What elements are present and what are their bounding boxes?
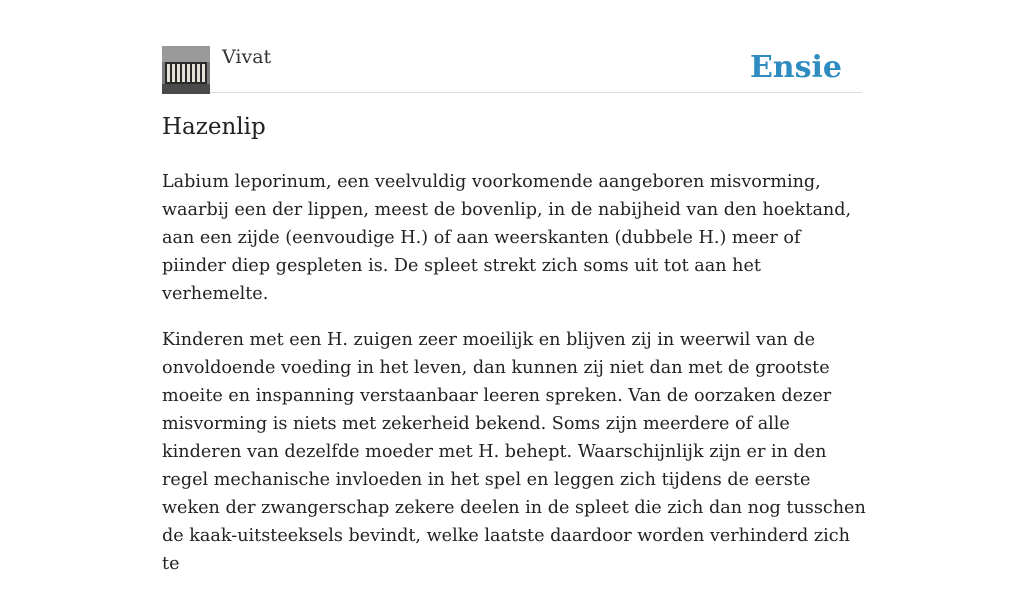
article-paragraph: Labium leporinum, een veelvuldig voorkomende aangeboren misvorming, waarbij een der lippen, meest de bovenlip, in de nabijheid van den hoektand, aan een zijde (eenvoudige H.) of aan weerskanten (dubbele H.) meer of piinder diep gespleten is. De spleet strekt zich soms uit tot aan het verhemelte. [162, 172, 852, 304]
header [162, 46, 862, 93]
author-name[interactable]: Vivat [222, 46, 272, 68]
typewriter-icon [162, 46, 210, 94]
article-paragraph: Kinderen met een H. zuigen zeer moeilijk en blijven zij in weerwil van de onvoldoende voeding in het leven, dan kunnen zij niet dan met de grootste moeite en inspanning verstaanbaar leeren spreken. Van de oorzaken dezer misvorming is niets met zekerheid bekend. Soms zijn meerdere of alle kinderen van dezelfde moeder met H. behept. Waarschijnlijk zijn er in den regel mechanische invloeden in het spel en leggen zich tijdens de eerste weken der zwangerschap zekere deelen in de spleet die zich dan nog tusschen de kaak-uitsteeksels bevindt, welke laatste daardoor worden verhinderd zich te [162, 330, 866, 574]
brand-logo[interactable]: Ensie [749, 50, 842, 85]
author-avatar[interactable] [162, 46, 210, 94]
article-title: Hazenlip [162, 114, 266, 140]
article-body [162, 168, 867, 596]
